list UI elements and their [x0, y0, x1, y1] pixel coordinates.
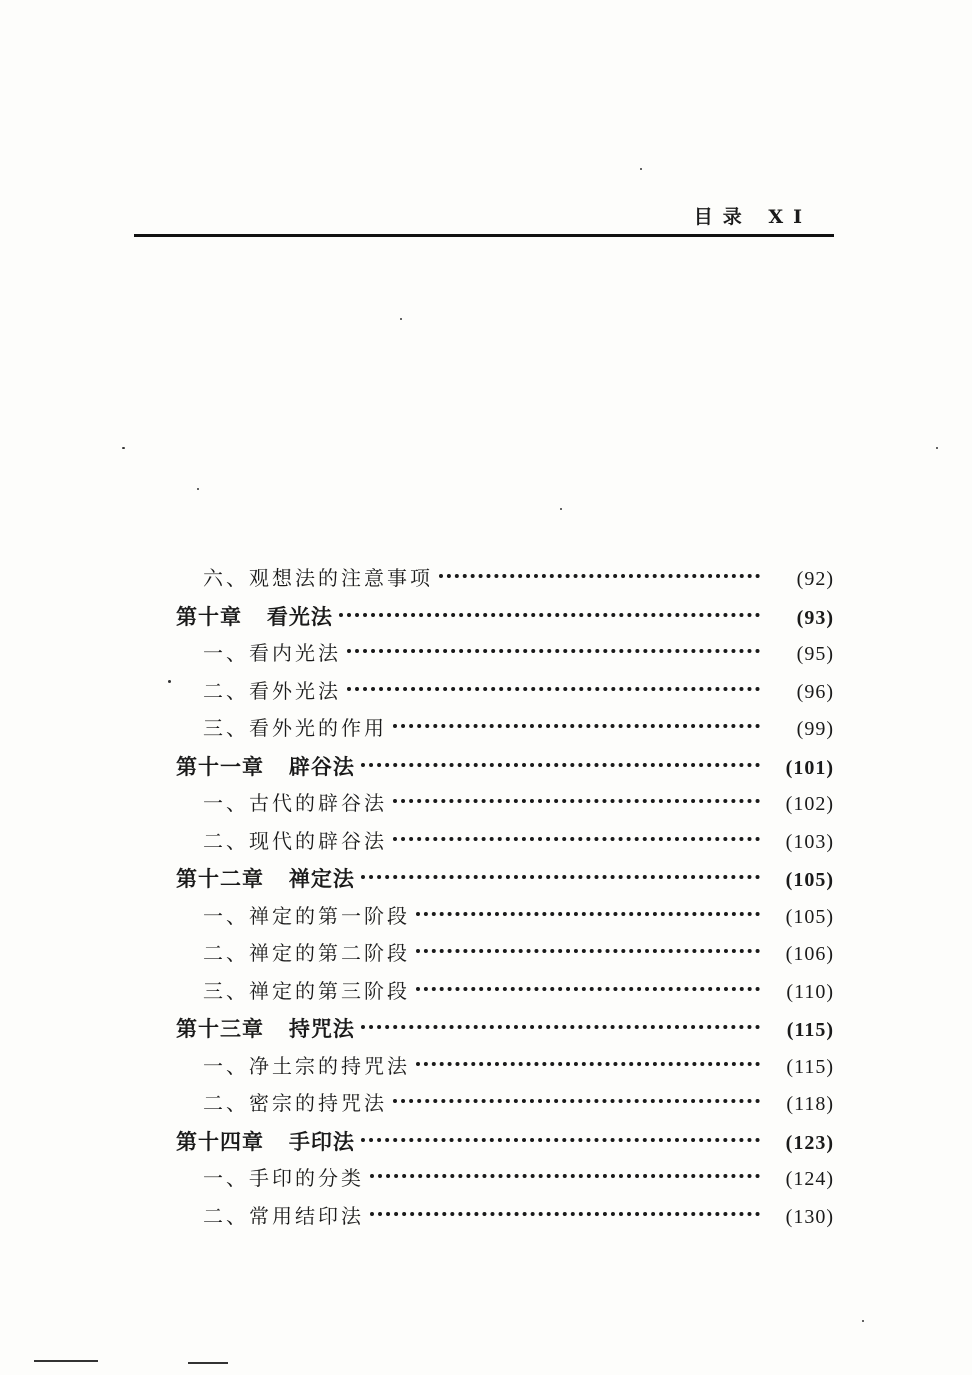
- running-head-text: 目录 XI: [693, 206, 812, 228]
- toc-page-number: (106): [785, 943, 834, 965]
- toc-entry[interactable]: [170, 560, 834, 598]
- dot-leader: [361, 763, 760, 767]
- toc-label: 第十一章 辟谷法: [176, 753, 355, 779]
- toc-label: 三、禅定的第三阶段: [203, 978, 410, 1003]
- toc-label: 二、禅定的第二阶段: [203, 941, 410, 965]
- toc-entry[interactable]: [170, 935, 834, 973]
- toc-page-number: (105): [785, 869, 834, 891]
- toc-page-number: (102): [785, 793, 834, 815]
- toc-label: 一、净土宗的持咒法: [203, 1053, 410, 1078]
- toc-entry[interactable]: [170, 598, 834, 636]
- toc-label: 第十章 看光法: [176, 603, 333, 629]
- toc-page-number: (96): [796, 680, 834, 703]
- toc-entry[interactable]: [170, 1048, 834, 1086]
- dot-leader: [361, 1138, 760, 1142]
- dot-leader: [393, 837, 760, 841]
- toc-page-number: (130): [785, 1205, 834, 1228]
- toc-entry[interactable]: [170, 1198, 834, 1236]
- toc-entry[interactable]: [170, 1010, 834, 1048]
- toc-page-number: (92): [796, 568, 834, 590]
- toc-label: 一、禅定的第一阶段: [203, 903, 410, 928]
- dot-leader: [416, 912, 760, 916]
- toc-entry[interactable]: [170, 785, 834, 823]
- running-head: [134, 196, 834, 240]
- toc-page-number: (118): [786, 1093, 834, 1115]
- toc-label: 第十四章 手印法: [176, 1128, 355, 1154]
- toc-label: 二、常用结印法: [203, 1203, 364, 1228]
- toc-label: 一、看内光法: [203, 641, 341, 665]
- dot-leader: [393, 724, 760, 728]
- toc-label: 三、看外光的作用: [203, 716, 387, 740]
- toc-page-number: (105): [785, 905, 834, 928]
- toc-page-number: (103): [785, 830, 834, 853]
- dot-leader: [339, 613, 760, 617]
- toc-entry[interactable]: [170, 860, 834, 898]
- toc-page-number: (93): [796, 606, 834, 629]
- dot-leader: [370, 1212, 760, 1216]
- toc-entry[interactable]: [170, 973, 834, 1011]
- dot-leader: [439, 574, 760, 578]
- dot-leader: [347, 687, 760, 691]
- header-rule: [134, 234, 834, 237]
- toc-entry[interactable]: [170, 673, 834, 711]
- toc-page-number: (99): [796, 718, 834, 740]
- toc-entry[interactable]: [170, 1123, 834, 1161]
- toc-page-number: (123): [785, 1131, 834, 1154]
- toc-entry[interactable]: [170, 710, 834, 748]
- dot-leader: [393, 799, 760, 803]
- toc-label: 一、手印的分类: [203, 1166, 364, 1190]
- dot-leader: [416, 1062, 760, 1066]
- dot-leader: [416, 987, 760, 991]
- toc-page-number: (110): [786, 980, 834, 1003]
- toc-label: 六、观想法的注意事项: [203, 566, 433, 590]
- toc-entry[interactable]: [170, 823, 834, 861]
- toc-page-number: (95): [796, 643, 834, 665]
- toc-page-number: (101): [785, 756, 834, 779]
- toc-entry[interactable]: [170, 1085, 834, 1123]
- dot-leader: [393, 1099, 760, 1103]
- toc-entry[interactable]: [170, 1160, 834, 1198]
- toc-entry[interactable]: [170, 748, 834, 786]
- toc-label: 第十三章 持咒法: [176, 1016, 355, 1041]
- toc-entry[interactable]: [170, 635, 834, 673]
- dot-leader: [370, 1174, 760, 1178]
- toc-label: 二、密宗的持咒法: [203, 1091, 387, 1115]
- toc-label: 第十二章 禅定法: [176, 866, 355, 891]
- toc-label: 二、现代的辟谷法: [203, 828, 387, 853]
- toc-label: 二、看外光法: [203, 678, 341, 703]
- dot-leader: [347, 649, 760, 653]
- dot-leader: [361, 875, 760, 879]
- table-of-contents: [170, 560, 834, 1235]
- toc-entry[interactable]: [170, 898, 834, 936]
- dot-leader: [361, 1025, 760, 1029]
- toc-page-number: (115): [786, 1019, 834, 1041]
- dot-leader: [416, 949, 760, 953]
- toc-page-number: (124): [785, 1168, 834, 1190]
- toc-page-number: (115): [786, 1055, 834, 1078]
- toc-label: 一、古代的辟谷法: [203, 791, 387, 815]
